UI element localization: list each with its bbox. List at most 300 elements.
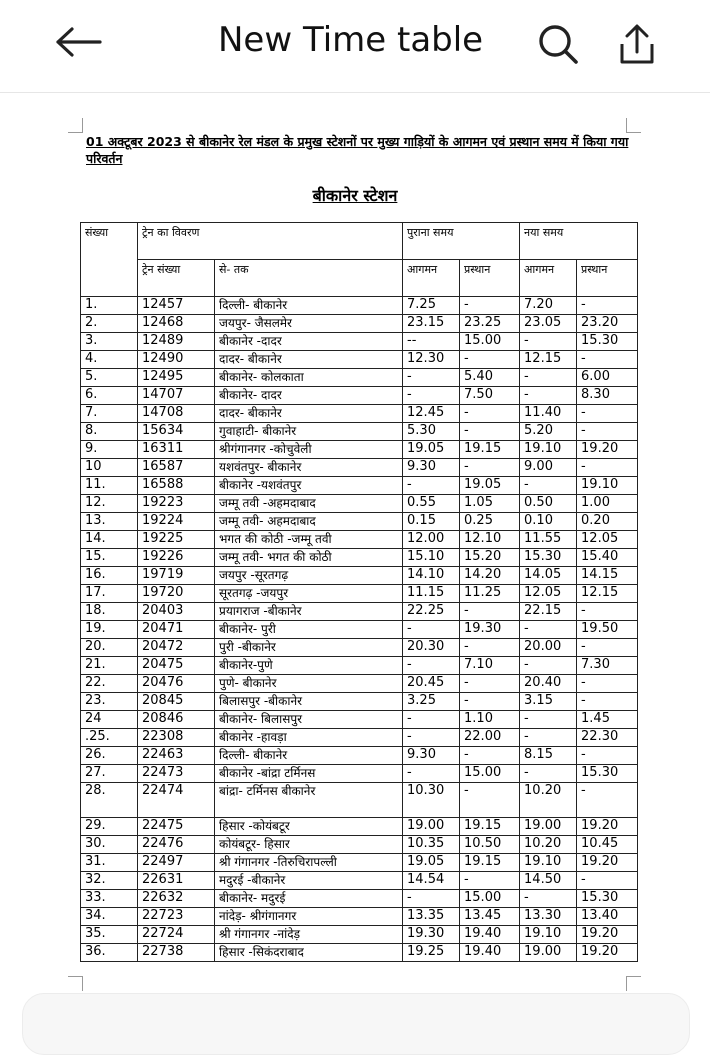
table-row [81,675,638,693]
search-icon [536,22,580,66]
cell-route: यशवंतपुर- बीकानेर [215,459,403,477]
cell-new-departure: 1.45 [577,711,638,729]
cell-old-arrival: 3.25 [403,693,460,711]
cell-route: जम्मू तवी- भगत की कोठी [215,549,403,567]
cell-old-departure: 10.50 [460,836,520,854]
cell-old-arrival: 14.10 [403,567,460,585]
cell-new-arrival: 20.00 [520,639,577,657]
cell-new-arrival: 10.20 [520,783,577,818]
cell-train-no: 19720 [138,585,215,603]
table-row [81,890,638,908]
cell-new-arrival: 19.00 [520,818,577,836]
header-sno: संख्या [81,223,138,260]
table-row [81,387,638,405]
cell-new-arrival: 0.10 [520,513,577,531]
table-row [81,531,638,549]
cell-sno: 29. [81,818,138,836]
cell-old-arrival: 9.30 [403,459,460,477]
cell-new-arrival: - [520,333,577,351]
cell-old-arrival: 14.54 [403,872,460,890]
cell-new-arrival: 19.10 [520,926,577,944]
cell-route: प्रयागराज -बीकानेर [215,603,403,621]
table-row [81,765,638,783]
cell-train-no: 20475 [138,657,215,675]
cell-new-departure: 15.30 [577,333,638,351]
cell-route: नांदेड़- श्रीगंगानगर [215,908,403,926]
cell-new-arrival: 22.15 [520,603,577,621]
cell-sno: 18. [81,603,138,621]
cell-route: कोयंबटूर- हिसार [215,836,403,854]
cell-old-arrival: 12.45 [403,405,460,423]
cell-sno: 20. [81,639,138,657]
cell-old-departure: 19.15 [460,441,520,459]
cell-old-arrival: -- [403,333,460,351]
cell-old-departure: - [460,783,520,818]
table-subheader-row [81,260,638,297]
cell-new-arrival: - [520,729,577,747]
cell-route: श्रीगंगानगर -कोचुवेली [215,441,403,459]
cell-old-arrival: 0.15 [403,513,460,531]
cell-train-no: 22476 [138,836,215,854]
cell-old-arrival: 23.15 [403,315,460,333]
table-row [81,315,638,333]
cell-train-no: 19719 [138,567,215,585]
cell-sno: 12. [81,495,138,513]
cell-train-no: 22738 [138,944,215,962]
table-row [81,351,638,369]
cell-new-arrival: 15.30 [520,549,577,567]
cell-route: श्री गंगानगर -तिरुचिरापल्ली [215,854,403,872]
cell-train-no: 20476 [138,675,215,693]
cell-sno: 17. [81,585,138,603]
cell-new-departure: - [577,423,638,441]
cell-sno: 36. [81,944,138,962]
cell-old-departure: 1.10 [460,711,520,729]
cell-train-no: 12457 [138,297,215,315]
cell-new-arrival: - [520,621,577,639]
cell-train-no: 12489 [138,333,215,351]
cell-sno: 19. [81,621,138,639]
cell-new-arrival: - [520,657,577,675]
cell-train-no: 20403 [138,603,215,621]
cell-old-arrival: 20.45 [403,675,460,693]
cell-train-no: 22497 [138,854,215,872]
table-row [81,549,638,567]
table-row [81,639,638,657]
cell-old-arrival: 22.25 [403,603,460,621]
cell-train-no: 14707 [138,387,215,405]
cell-old-departure: - [460,405,520,423]
cell-sno: 24 [81,711,138,729]
cell-old-arrival: - [403,890,460,908]
cell-sno: 33. [81,890,138,908]
cell-old-arrival: - [403,621,460,639]
cell-old-departure: - [460,423,520,441]
search-button[interactable] [534,20,582,68]
header-train-no: ट्रेन संख्या [138,260,215,297]
cell-new-arrival: 3.15 [520,693,577,711]
header-arr-new: आगमन [520,260,577,297]
cell-new-departure: - [577,405,638,423]
cell-old-arrival: - [403,369,460,387]
cell-new-arrival: 5.20 [520,423,577,441]
cell-old-arrival: 9.30 [403,747,460,765]
table-row [81,711,638,729]
cell-route: जम्मू तवी -अहमदाबाद [215,495,403,513]
cell-new-arrival: 7.20 [520,297,577,315]
cell-new-departure: 13.40 [577,908,638,926]
share-button[interactable] [613,20,661,68]
table-row [81,459,638,477]
cell-old-departure: - [460,675,520,693]
cell-route: जम्मू तवी- अहमदाबाद [215,513,403,531]
cell-train-no: 16311 [138,441,215,459]
cell-train-no: 19223 [138,495,215,513]
cell-route: बीकानेर- पुरी [215,621,403,639]
cell-train-no: 22631 [138,872,215,890]
cell-train-no: 19224 [138,513,215,531]
cell-new-departure: - [577,459,638,477]
cell-sno: 34. [81,908,138,926]
cell-new-departure: 19.20 [577,926,638,944]
cell-train-no: 20472 [138,639,215,657]
table-row [81,854,638,872]
cell-route: श्री गंगानगर -नांदेड़ [215,926,403,944]
cell-sno: 4. [81,351,138,369]
cell-old-arrival: - [403,765,460,783]
cell-route: बीकानेर -यशवंतपुर [215,477,403,495]
table-row [81,836,638,854]
back-button[interactable] [50,22,106,62]
cell-train-no: 15634 [138,423,215,441]
cell-new-departure: 19.50 [577,621,638,639]
cell-new-departure: - [577,675,638,693]
cell-route: जयपुर -सूरतगढ़ [215,567,403,585]
cell-new-departure: - [577,783,638,818]
cell-new-arrival: - [520,765,577,783]
cell-new-arrival: 11.55 [520,531,577,549]
cell-new-departure: 15.40 [577,549,638,567]
cell-old-departure: - [460,639,520,657]
cell-route: हिसार -कोयंबटूर [215,818,403,836]
cell-old-arrival: 11.15 [403,585,460,603]
cell-old-departure: - [460,351,520,369]
table-row [81,513,638,531]
cell-new-arrival: - [520,711,577,729]
cell-train-no: 20471 [138,621,215,639]
cell-old-departure: 23.25 [460,315,520,333]
cell-sno: 2. [81,315,138,333]
cell-new-departure: 19.20 [577,441,638,459]
cell-train-no: 12495 [138,369,215,387]
cell-new-departure: 12.15 [577,585,638,603]
cell-train-no: 12468 [138,315,215,333]
cell-new-departure: 19.20 [577,818,638,836]
cell-route: बीकानेर-पुणे [215,657,403,675]
cell-new-arrival: 14.05 [520,567,577,585]
cell-sno: 15. [81,549,138,567]
cell-new-departure: 23.20 [577,315,638,333]
cell-new-departure: 14.15 [577,567,638,585]
cell-old-arrival: - [403,657,460,675]
cell-new-arrival: 19.10 [520,854,577,872]
table-row [81,783,638,818]
cell-sno: 8. [81,423,138,441]
cell-route: बीकानेर- बिलासपुर [215,711,403,729]
cell-route: जयपुर- जैसलमेर [215,315,403,333]
cell-old-arrival: 15.10 [403,549,460,567]
cell-sno: 9. [81,441,138,459]
table-row [81,729,638,747]
table-row [81,441,638,459]
page-corner-mark [626,118,641,133]
cell-new-departure: - [577,639,638,657]
cell-route: भगत की कोठी -जम्मू तवी [215,531,403,549]
cell-old-arrival: 7.25 [403,297,460,315]
cell-new-departure: - [577,747,638,765]
cell-old-departure: 19.15 [460,854,520,872]
cell-route: दिल्ली- बीकानेर [215,747,403,765]
cell-new-departure: 8.30 [577,387,638,405]
cell-route: बीकानेर -हावड़ा [215,729,403,747]
cell-sno: 10 [81,459,138,477]
cell-old-departure: 1.05 [460,495,520,513]
cell-route: बीकानेर -बांद्रा टर्मिनस [215,765,403,783]
cell-old-departure: - [460,693,520,711]
cell-new-arrival: - [520,387,577,405]
cell-sno: 32. [81,872,138,890]
cell-new-arrival: 12.15 [520,351,577,369]
cell-sno: 21. [81,657,138,675]
cell-old-departure: 14.20 [460,567,520,585]
cell-old-arrival: 12.00 [403,531,460,549]
header-dep-new: प्रस्थान [577,260,638,297]
page-corner-mark [68,118,83,133]
cell-old-departure: 5.40 [460,369,520,387]
cell-new-departure: 0.20 [577,513,638,531]
cell-new-departure: 22.30 [577,729,638,747]
cell-route: बांद्रा- टर्मिनस बीकानेर [215,783,403,818]
table-row [81,693,638,711]
header-old-time: पुराना समय [403,223,520,260]
cell-route: दादर- बीकानेर [215,405,403,423]
cell-old-departure: 15.00 [460,890,520,908]
cell-sno: 22. [81,675,138,693]
cell-sno: 35. [81,926,138,944]
cell-route: हिसार -सिकंदराबाद [215,944,403,962]
table-row [81,333,638,351]
cell-sno: 30. [81,836,138,854]
cell-train-no: 22463 [138,747,215,765]
cell-new-departure: 19.20 [577,944,638,962]
cell-new-arrival: 12.05 [520,585,577,603]
page-title: New Time table [218,20,484,60]
table-row [81,369,638,387]
cell-new-departure: 19.10 [577,477,638,495]
cell-route: दादर- बीकानेर [215,351,403,369]
cell-old-departure: 19.05 [460,477,520,495]
cell-sno: 6. [81,387,138,405]
cell-new-arrival: 8.15 [520,747,577,765]
cell-new-departure: 10.45 [577,836,638,854]
cell-train-no: 22473 [138,765,215,783]
cell-new-departure: 12.05 [577,531,638,549]
cell-old-departure: 11.25 [460,585,520,603]
cell-old-arrival: 19.05 [403,854,460,872]
cell-train-no: 14708 [138,405,215,423]
table-header-row [81,223,638,260]
cell-train-no: 12490 [138,351,215,369]
cell-old-departure: 7.10 [460,657,520,675]
cell-route: बीकानेर -दादर [215,333,403,351]
cell-route: पुरी -बीकानेर [215,639,403,657]
cell-route: दिल्ली- बीकानेर [215,297,403,315]
cell-new-departure: 6.00 [577,369,638,387]
table-row [81,872,638,890]
table-row [81,567,638,585]
cell-old-arrival: 13.35 [403,908,460,926]
cell-new-arrival: - [520,369,577,387]
cell-new-departure: 7.30 [577,657,638,675]
cell-new-departure: - [577,693,638,711]
cell-sno: 5. [81,369,138,387]
cell-new-arrival: 9.00 [520,459,577,477]
cell-sno: 11. [81,477,138,495]
cell-old-departure: - [460,872,520,890]
cell-new-arrival: 14.50 [520,872,577,890]
cell-new-arrival: 20.40 [520,675,577,693]
cell-sno: 14. [81,531,138,549]
cell-route: सूरतगढ़ -जयपुर [215,585,403,603]
cell-new-arrival: 19.10 [520,441,577,459]
table-row [81,944,638,962]
cell-new-departure: 1.00 [577,495,638,513]
cell-new-arrival: 19.00 [520,944,577,962]
cell-route: बिलासपुर -बीकानेर [215,693,403,711]
cell-sno: .25. [81,729,138,747]
cell-old-departure: - [460,459,520,477]
cell-route: गुवाहाटी- बीकानेर [215,423,403,441]
cell-old-departure: 15.00 [460,765,520,783]
cell-old-arrival: 0.55 [403,495,460,513]
cell-old-arrival: - [403,477,460,495]
cell-new-departure: 15.30 [577,890,638,908]
cell-old-departure: 19.30 [460,621,520,639]
table-row [81,423,638,441]
cell-old-arrival: 20.30 [403,639,460,657]
cell-old-departure: 12.10 [460,531,520,549]
cell-old-arrival: 10.30 [403,783,460,818]
table-row [81,477,638,495]
table-row [81,585,638,603]
back-arrow-icon [54,26,102,58]
cell-old-departure: 15.00 [460,333,520,351]
cell-old-arrival: 12.30 [403,351,460,369]
cell-train-no: 16588 [138,477,215,495]
cell-train-no: 22475 [138,818,215,836]
cell-new-arrival: 11.40 [520,405,577,423]
cell-train-no: 22474 [138,783,215,818]
cell-sno: 7. [81,405,138,423]
cell-old-departure: 13.45 [460,908,520,926]
cell-old-departure: 19.15 [460,818,520,836]
page-corner-mark [626,976,641,991]
table-row [81,657,638,675]
cell-old-arrival: 19.30 [403,926,460,944]
cell-old-departure: 22.00 [460,729,520,747]
station-title: बीकानेर स्टेशन [312,186,398,205]
table-row [81,747,638,765]
cell-sno: 3. [81,333,138,351]
cell-new-departure: - [577,351,638,369]
table-row [81,297,638,315]
cell-old-departure: 0.25 [460,513,520,531]
share-icon [617,22,657,66]
cell-old-departure: 7.50 [460,387,520,405]
cell-train-no: 22632 [138,890,215,908]
cell-sno: 13. [81,513,138,531]
cell-train-no: 22308 [138,729,215,747]
cell-old-departure: - [460,747,520,765]
header-train-details: ट्रेन का विवरण [138,223,403,260]
notice-heading: 01 अक्टूबर 2023 से बीकानेर रेल मंडल के प्रमुख स्टेशनों पर मुख्य गाड़ियों के आगमन एवं प्रस्थान समय में किया गया परिवर्तन [86,134,629,166]
table-row [81,405,638,423]
table-row [81,603,638,621]
bottom-panel[interactable] [22,993,690,1055]
cell-old-arrival: - [403,711,460,729]
header-sno-blank [81,260,138,297]
cell-route: पुणे- बीकानेर [215,675,403,693]
cell-old-departure: 19.40 [460,926,520,944]
cell-train-no: 16587 [138,459,215,477]
cell-new-departure: - [577,603,638,621]
cell-old-departure: 19.40 [460,944,520,962]
table-row [81,495,638,513]
cell-old-arrival: 19.25 [403,944,460,962]
cell-route: मदुरई -बीकानेर [215,872,403,890]
cell-train-no: 22723 [138,908,215,926]
cell-train-no: 19225 [138,531,215,549]
cell-train-no: 20845 [138,693,215,711]
cell-new-departure: 15.30 [577,765,638,783]
cell-route: बीकानेर- मदुरई [215,890,403,908]
cell-old-departure: - [460,603,520,621]
cell-train-no: 22724 [138,926,215,944]
cell-route: बीकानेर- कोलकाता [215,369,403,387]
cell-new-arrival: 23.05 [520,315,577,333]
cell-new-arrival: - [520,890,577,908]
header-from-to: से- तक [215,260,403,297]
header-new-time: नया समय [520,223,638,260]
cell-route: बीकानेर- दादर [215,387,403,405]
cell-sno: 28. [81,783,138,818]
table-row [81,818,638,836]
cell-new-arrival: 13.30 [520,908,577,926]
cell-old-arrival: 19.05 [403,441,460,459]
table-row [81,908,638,926]
cell-train-no: 20846 [138,711,215,729]
cell-train-no: 19226 [138,549,215,567]
cell-new-arrival: 10.20 [520,836,577,854]
timetable [80,222,638,962]
cell-sno: 26. [81,747,138,765]
cell-new-arrival: 0.50 [520,495,577,513]
table-row [81,926,638,944]
app-bar [0,0,710,92]
header-dep-old: प्रस्थान [460,260,520,297]
cell-old-arrival: 5.30 [403,423,460,441]
cell-new-departure: 19.20 [577,854,638,872]
